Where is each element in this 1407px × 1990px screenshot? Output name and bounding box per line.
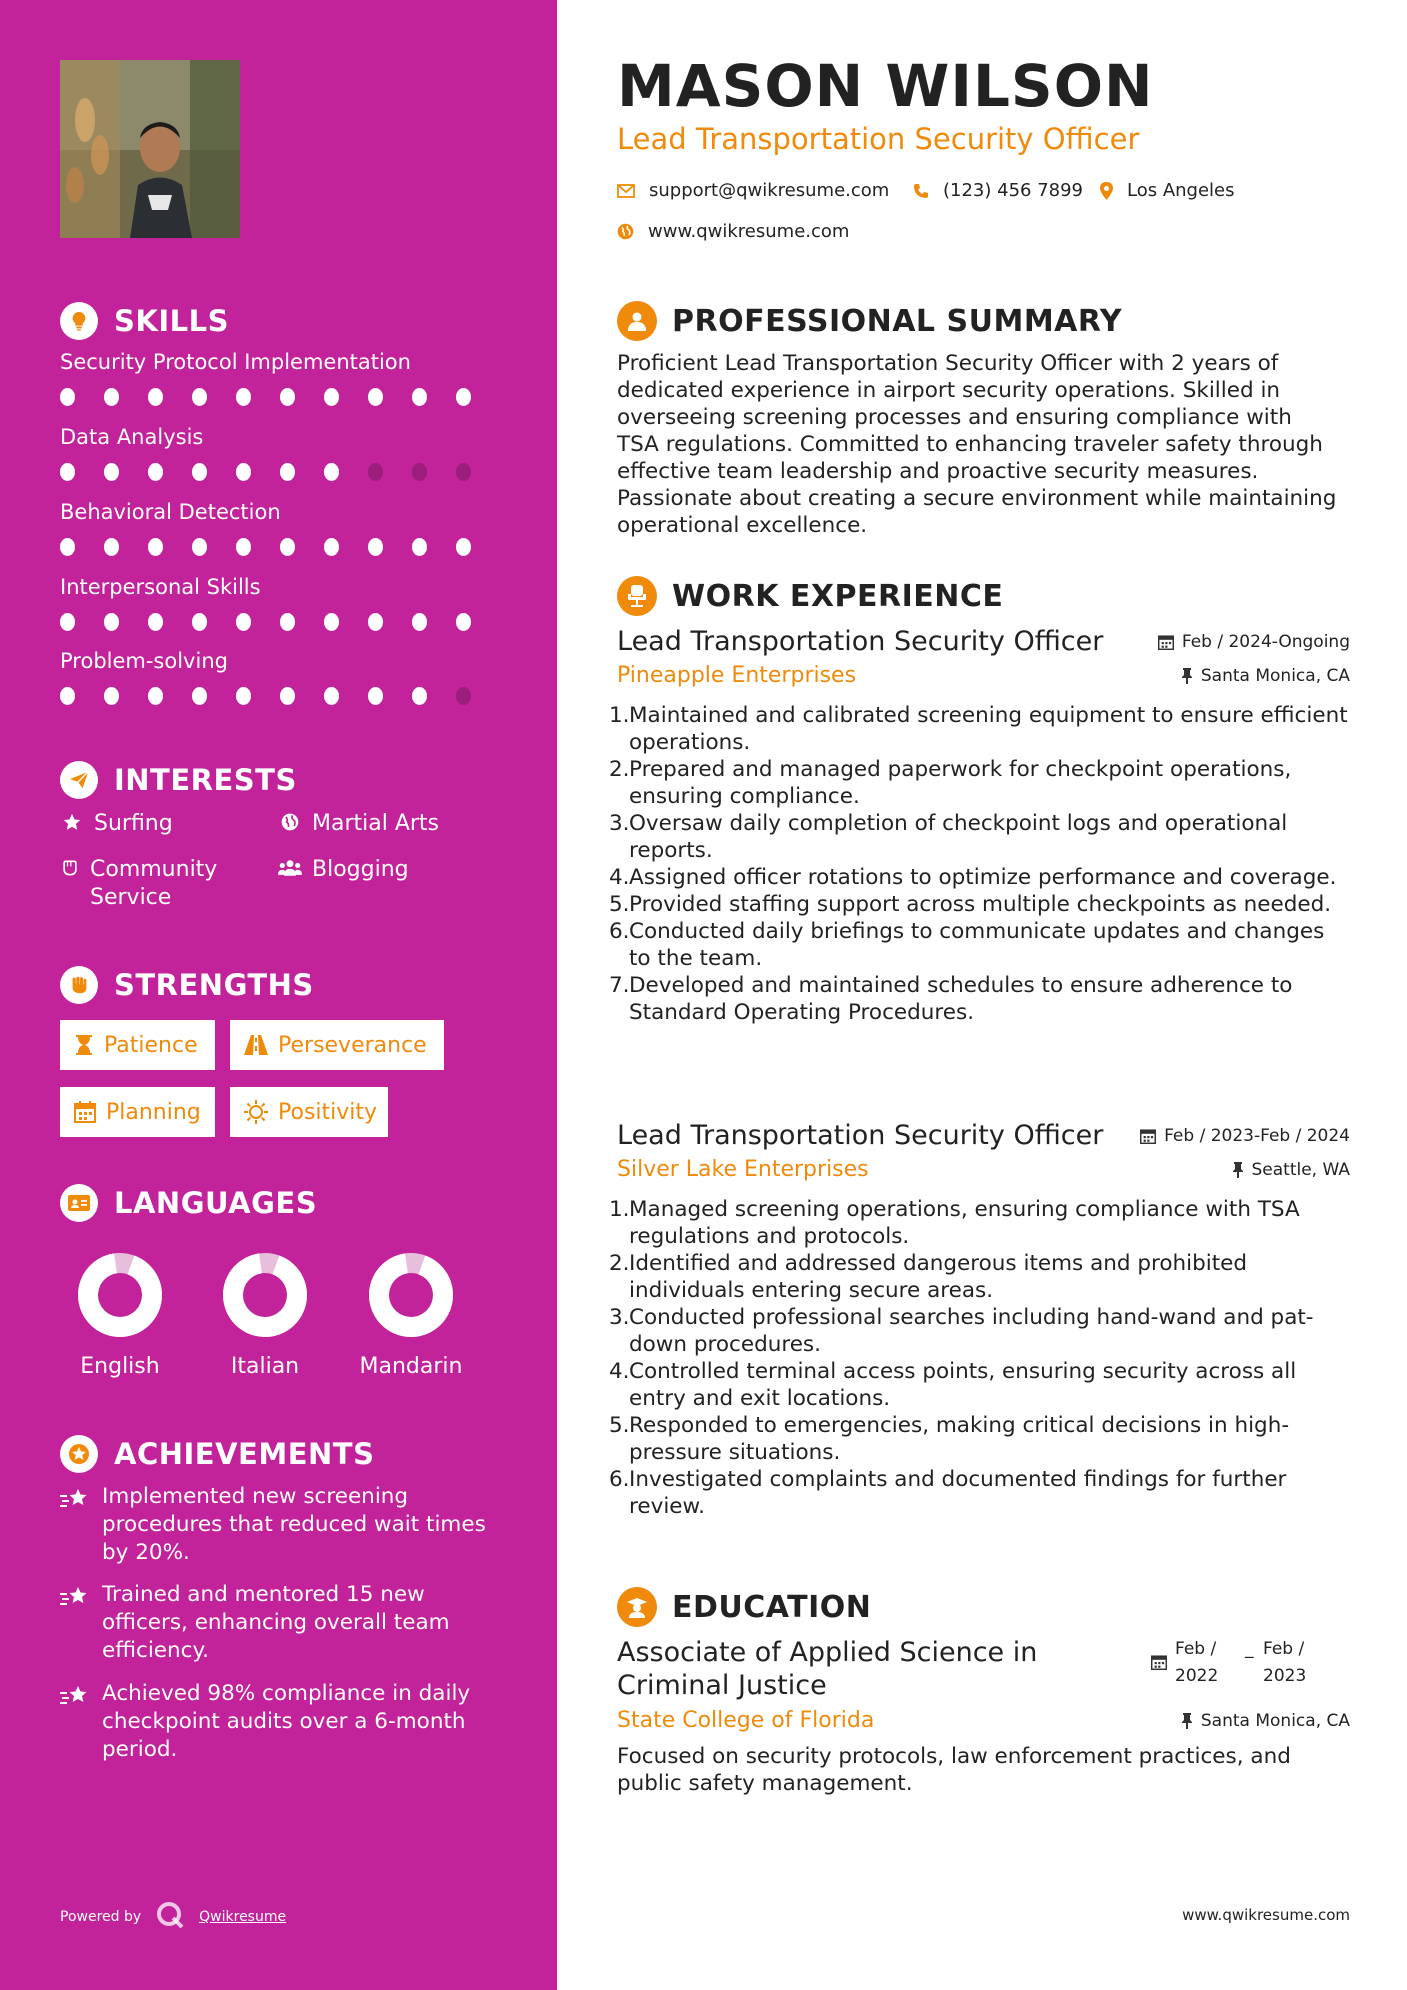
language-item: Italian [200,1250,330,1379]
chair-icon [617,576,657,616]
rating-dot-filled [60,613,75,631]
bullet-item: 3. Oversaw daily completion of checkpoint logs and operational reports. [609,811,1288,863]
users-icon [278,856,302,878]
sun-icon [244,1100,268,1124]
rating-dot-filled [412,613,427,631]
language-ring [366,1250,456,1340]
skill-item [60,575,500,631]
job-location: Santa Monica, CA [1181,666,1350,686]
rating-dot-filled [60,463,75,481]
skills-heading [60,302,229,340]
rating-dot-filled [192,687,207,705]
rating-dot-filled [324,687,339,705]
job-bullets [609,702,1350,1026]
shooting-star-icon [60,1680,90,1712]
qwikresume-logo-icon [155,1900,185,1934]
pushpin-icon [1181,668,1193,684]
rating-dot-filled [412,538,427,556]
rating-dot-filled [104,687,119,705]
graduate-icon [617,1587,657,1627]
language-item: Mandarin [346,1250,476,1379]
strength-badge: Positivity [230,1087,388,1137]
rating-dot-filled [148,463,163,481]
education-heading [617,1587,871,1627]
section-title: STRENGTHS [114,968,314,1002]
education-start: Feb / 2022 [1175,1639,1219,1686]
interests-heading [60,761,297,799]
interest-item: Community Service [60,856,260,912]
sidebar [0,0,557,1990]
id-card-icon [60,1184,98,1222]
section-title: SKILLS [114,304,229,338]
calendar-icon [74,1101,96,1123]
profile-photo [60,60,240,238]
education-description: Focused on security protocols, law enforcement practices, and public safety management. [617,1744,1291,1796]
footer-url[interactable]: www.qwikresume.com [1182,1906,1350,1924]
rating-dot-filled [104,388,119,406]
road-icon [244,1035,268,1055]
rating-dot-filled [192,538,207,556]
rating-dot-empty [456,687,471,705]
skill-name: Interpersonal Skills [60,575,261,599]
education-entry [617,1636,1350,1797]
skill-name: Problem-solving [60,649,228,673]
shooting-star-icon [60,1483,90,1515]
globe-icon [617,223,634,240]
job-dates: Feb / 2023-Feb / 2024 [1140,1126,1350,1146]
skill-name: Behavioral Detection [60,500,281,524]
rating-dot-filled [280,538,295,556]
fist-icon [60,966,98,1004]
rating-dot-filled [280,613,295,631]
school-name: State College of Florida [617,1708,875,1733]
section-title: WORK EXPERIENCE [672,578,1004,614]
rating-dot-filled [368,388,383,406]
bullet-item: 2. Identified and addressed dangerous items and prohibited individuals entering secure areas. [609,1251,1248,1303]
rating-dot-filled [104,538,119,556]
envelope-icon [617,184,635,198]
rating-dot-filled [368,613,383,631]
education-end: Feb / 2023 [1263,1639,1307,1686]
skill-rating [60,687,500,705]
rating-dot-filled [324,388,339,406]
company-name: Pineapple Enterprises [617,663,857,688]
rating-dot-filled [456,538,471,556]
rating-dot-filled [324,463,339,481]
job-entry [609,1120,1350,1520]
section-title: EDUCATION [672,1589,872,1625]
user-icon [617,301,657,341]
rating-dot-filled [60,687,75,705]
rating-dot-empty [368,463,383,481]
medal-icon [60,1435,98,1473]
contact-email[interactable]: support@qwikresume.com [617,180,889,201]
rating-dot-filled [236,538,251,556]
candidate-title: Lead Transportation Security Officer [617,122,1140,156]
job-location: Seattle, WA [1232,1160,1351,1180]
lightbulb-icon [60,302,98,340]
section-title: INTERESTS [114,763,297,797]
rating-dot-filled [236,463,251,481]
phone-icon [913,183,929,199]
job-title: Lead Transportation Security Officer [617,1120,1104,1151]
hourglass-icon [74,1034,94,1056]
skill-name: Security Protocol Implementation [60,350,411,374]
bullet-item: 6. Investigated complaints and documented findings for further review. [609,1467,1287,1519]
rating-dot-filled [456,388,471,406]
bullet-item: 4. Controlled terminal access points, ensuring security across all entry and exit locations. [609,1359,1297,1411]
rating-dot-filled [192,388,207,406]
contact-website[interactable]: www.qwikresume.com [617,221,849,242]
rating-dot-filled [412,687,427,705]
candidate-name: MASON WILSON [617,52,1154,120]
achievement-item: Trained and mentored 15 new officers, enhancing overall team efficiency. [60,1581,500,1665]
interest-item: Blogging [278,856,409,884]
achievement-item: Achieved 98% compliance in daily checkpoint audits over a 6-month period. [60,1680,500,1764]
rating-dot-filled [60,538,75,556]
pushpin-icon [1181,1713,1193,1729]
job-entry [609,626,1350,1026]
bullet-item: 1. Managed screening operations, ensuring compliance with TSA regulations and protocols. [609,1197,1300,1249]
section-title: LANGUAGES [114,1186,318,1220]
rating-dot-filled [412,388,427,406]
rating-dot-filled [148,687,163,705]
contact-phone[interactable]: (123) 456 7899 [913,180,1083,201]
rating-dot-filled [236,613,251,631]
section-title: PROFESSIONAL SUMMARY [672,303,1123,339]
star-icon [60,810,84,832]
rating-dot-filled [324,538,339,556]
paper-plane-icon [60,761,98,799]
contact-location: Los Angeles [1100,180,1235,201]
bullet-item: 4. Assigned officer rotations to optimize performance and coverage. [609,865,1337,890]
rating-dot-filled [104,613,119,631]
calendar-icon [1158,634,1174,650]
rating-dot-filled [236,687,251,705]
summary-text: Proficient Lead Transportation Security Officer with 2 years of dedicated experience in airport security operations. Skilled in overseeing screening processes and ensuring compliance with TSA regulations. Committed to enhancing traveler safety through effective team leadership and proactive security measures. Passionate about creating a secure environment while maintaining operational excellence. [617,351,1337,538]
skill-rating [60,463,500,481]
calendar-icon [1151,1636,1167,1670]
bullet-item: 7. Developed and maintained schedules to ensure adherence to Standard Operating Procedures. [609,973,1293,1025]
summary-heading [617,301,1122,341]
map-pin-icon [1100,182,1113,200]
rating-dot-filled [148,613,163,631]
strength-badge: Perseverance [230,1020,444,1070]
qwikresume-link[interactable]: Qwikresume [199,1909,287,1925]
rating-dot-filled [236,388,251,406]
skill-rating [60,613,500,631]
bullet-item: 1. Maintained and calibrated screening equipment to ensure efficient operations. [609,703,1348,755]
strength-badge: Patience [60,1020,215,1070]
strengths-heading [60,966,314,1004]
calendar-icon [1140,1128,1156,1144]
shooting-star-icon [60,1581,90,1613]
language-item: English [55,1250,185,1379]
interest-item: Surfing [60,810,173,838]
degree-name: Associate of Applied Science in Criminal Justice [617,1637,1038,1701]
interest-item: Martial Arts [278,810,439,838]
skill-item [60,500,500,556]
achievement-item: Implemented new screening procedures that reduced wait times by 20%. [60,1483,500,1567]
bullet-item: 2. Prepared and managed paperwork for checkpoint operations, ensuring compliance. [609,757,1292,809]
achievements-heading [60,1435,374,1473]
rating-dot-filled [148,538,163,556]
job-bullets [609,1196,1350,1520]
bullet-item: 3. Conducted professional searches including hand-wand and pat-down procedures. [609,1305,1314,1357]
rating-dot-filled [456,613,471,631]
skill-item [60,350,500,406]
skill-name: Data Analysis [60,425,204,449]
rating-dot-filled [368,538,383,556]
strength-badge: Planning [60,1087,215,1137]
rating-dot-filled [192,613,207,631]
rating-dot-empty [412,463,427,481]
pushpin-icon [1232,1162,1244,1178]
language-ring [220,1250,310,1340]
bullet-item: 5. Responded to emergencies, making critical decisions in high-pressure situations. [609,1413,1290,1465]
hand-icon [60,856,80,878]
rating-dot-filled [280,687,295,705]
globe-icon [278,810,302,832]
job-title: Lead Transportation Security Officer [617,626,1104,657]
rating-dot-filled [192,463,207,481]
skill-item [60,425,500,481]
rating-dot-filled [280,463,295,481]
school-location: Santa Monica, CA [1181,1711,1350,1731]
rating-dot-filled [280,388,295,406]
rating-dot-filled [148,388,163,406]
company-name: Silver Lake Enterprises [617,1157,869,1182]
bullet-item: 5. Provided staffing support across multiple checkpoints as needed. [609,892,1332,917]
rating-dot-filled [368,687,383,705]
skill-rating [60,538,500,556]
languages-heading [60,1184,317,1222]
skill-rating [60,388,500,406]
education-dates: Feb / 2022 _ Feb / 2023 [1151,1636,1325,1690]
rating-dot-empty [456,463,471,481]
section-title: ACHIEVEMENTS [114,1437,375,1471]
powered-by: Powered by Qwikresume [60,1900,286,1934]
experience-heading [617,576,1003,616]
language-ring [75,1250,165,1340]
skill-item [60,649,500,705]
rating-dot-filled [324,613,339,631]
bullet-item: 6. Conducted daily briefings to communicate updates and changes to the team. [609,919,1325,971]
job-dates: Feb / 2024-Ongoing [1158,632,1350,652]
rating-dot-filled [104,463,119,481]
rating-dot-filled [60,388,75,406]
